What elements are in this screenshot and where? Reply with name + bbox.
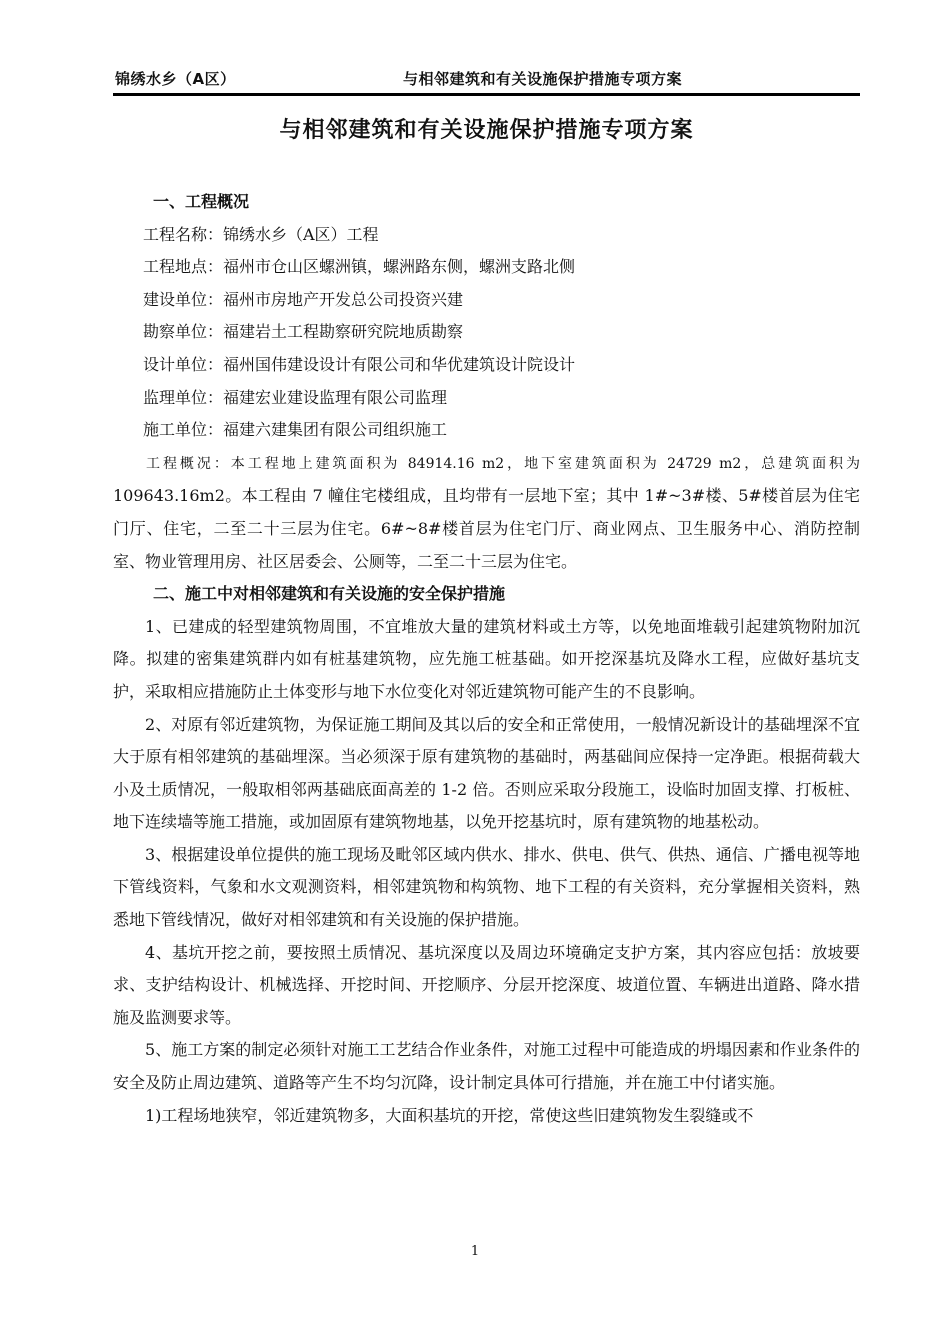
info-project-name: 工程名称：锦绣水乡（A区）工程 [143, 224, 379, 244]
header-rule [113, 93, 860, 96]
measure-paragraph-1: 1、已建成的轻型建筑物周围，不宜堆放大量的建筑材料或土方等，以免地面堆载引起建筑物附加沉降。拟建的密集建筑群内如有桩基建筑物，应先施工桩基础。如开挖深基坑及降水工程，应做好基坑支护，采取相应措施防止土体变形与地下水位变化对邻近建筑物可能产生的不良影响。 [113, 616, 860, 701]
summary-part-1: 工程概况：本工程地上建筑面积为 84914.16 m2，地下室建筑面积为 24729 m2，总建筑面积为 [146, 455, 860, 472]
summary-part-2: 109643.16m2。本工程由 7 幢住宅楼组成，且均带有一层地下室；其中 1#~3#楼、5#楼首层为住宅门厅、住宅，二至二十三层为住宅。6#~8#楼首层为住宅门厅、商业网点、卫生服务中心、消防控制室、物业管理用房、社区居委会、公厕等，二至二十三层为住宅。 [113, 486, 860, 571]
measure-paragraph-5-1: 1)工程场地狭窄，邻近建筑物多，大面积基坑的开挖，常使这些旧建筑物发生裂缝或不 [145, 1105, 754, 1125]
section-heading-overview: 一、工程概况 [153, 192, 250, 211]
measure-paragraph-3: 3、根据建设单位提供的施工现场及毗邻区域内供水、排水、供电、供气、供热、通信、广播电视等地下管线资料，气象和水文观测资料，相邻建筑物和构筑物、地下工程的有关资料，充分掌握相关资料，熟悉地下管线情况，做好对相邻建筑和有关设施的保护措施。 [113, 844, 860, 930]
section-heading-measures: 二、施工中对相邻建筑和有关设施的安全保护措施 [153, 584, 506, 604]
info-project-location: 工程地点：福州市仓山区螺洲镇，螺洲路东侧，螺洲支路北侧 [143, 257, 576, 277]
header-document-title: 与相邻建筑和有关设施保护措施专项方案 [403, 70, 683, 88]
info-contractor-unit: 施工单位：福建六建集团有限公司组织施工 [143, 420, 448, 440]
measure-paragraph-5: 5、施工方案的制定必须针对施工工艺结合作业条件，对施工过程中可能造成的坍塌因素和作业条件的安全及防止周边建筑、道路等产生不均匀沉降，设计制定具体可行措施，并在施工中付诸实施。 [113, 1040, 860, 1093]
page-number: 1 [470, 1244, 480, 1259]
info-construction-unit: 建设单位：福州市房地产开发总公司投资兴建 [143, 289, 464, 309]
measure-paragraph-4: 4、基坑开挖之前，要按照土质情况、基坑深度以及周边环境确定支护方案，其内容应包括：放坡要求、支护结构设计、机械选择、开挖时间、开挖顺序、分层开挖深度、坡道位置、车辆进出道路、降水措施及监测要求等。 [113, 942, 860, 1027]
page-header [113, 64, 860, 92]
measure-paragraph-2: 2、对原有邻近建筑物，为保证施工期间及其以后的安全和正常使用，一般情况新设计的基础埋深不宜大于原有相邻建筑的基础埋深。当必须深于原有建筑物的基础时，两基础间应保持一定净距。根据荷载大小及土质情况，一般取相邻两基础底面高差的 1-2 倍。否则应采取分段施工，设临时加固支撑、打板桩、地下连续墙等施工措施，或加固原有建筑物地基，以免开挖基坑时，原有建筑物的地基松动。 [113, 714, 860, 832]
document-body [113, 186, 860, 1132]
info-supervision-unit: 监理单位：福建宏业建设监理有限公司监理 [143, 387, 448, 407]
document-title: 与相邻建筑和有关设施保护措施专项方案 [279, 118, 694, 143]
project-summary [113, 447, 860, 578]
info-survey-unit: 勘察单位：福建岩土工程勘察研究院地质勘察 [143, 322, 464, 342]
info-design-unit: 设计单位：福州国伟建设设计有限公司和华优建筑设计院设计 [143, 354, 576, 374]
header-project-name: 锦绣水乡（A区） [115, 70, 236, 88]
